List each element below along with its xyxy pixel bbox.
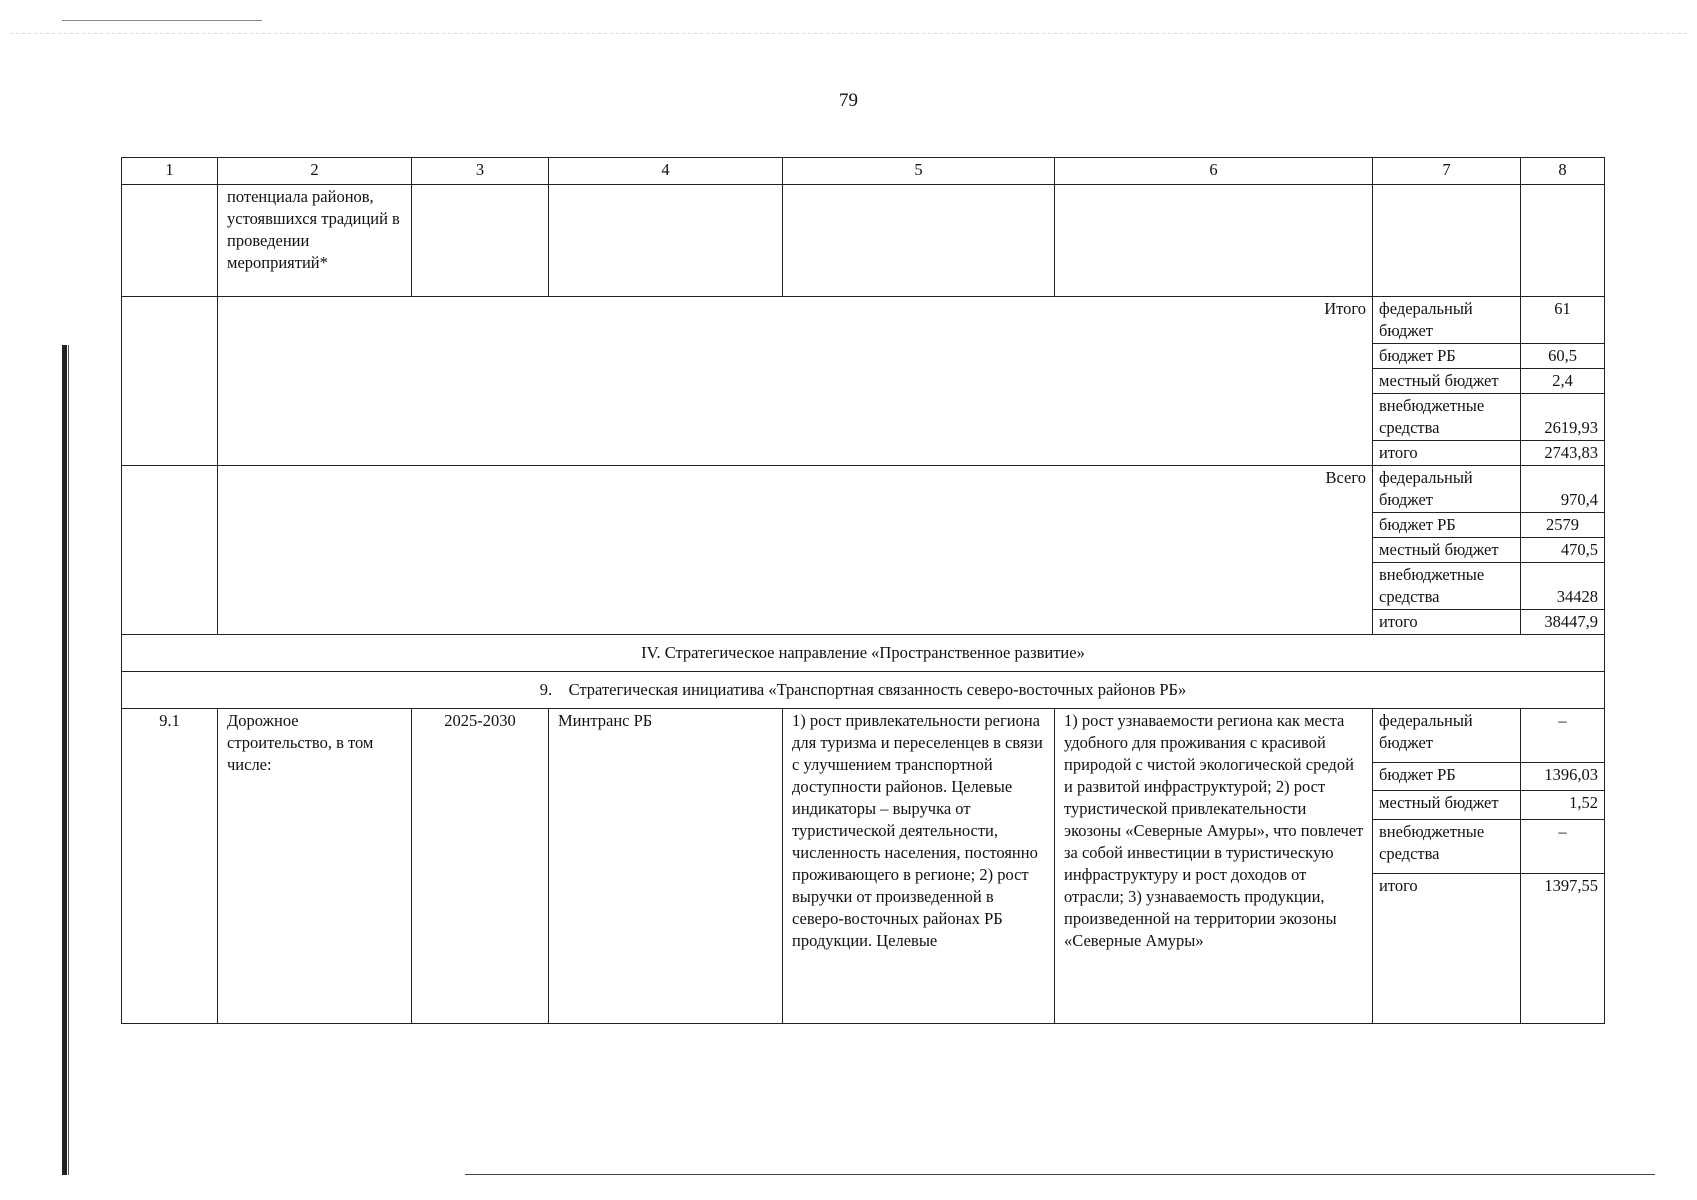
funding-source: итого bbox=[1373, 874, 1521, 1024]
itogo-label: Итого bbox=[218, 297, 1373, 466]
page-number: 79 bbox=[839, 90, 858, 111]
funding-source: бюджет РБ bbox=[1373, 513, 1521, 538]
funding-value: 61 bbox=[1521, 297, 1605, 344]
section-iv-heading: IV. Стратегическое направление «Пространственное развитие» bbox=[122, 635, 1605, 672]
col-header-5: 5 bbox=[783, 158, 1055, 185]
col-header-1: 1 bbox=[122, 158, 218, 185]
funding-value: 1,52 bbox=[1521, 791, 1605, 820]
funding-source: итого bbox=[1373, 441, 1521, 466]
continued-row bbox=[122, 185, 1605, 297]
funding-source: внебюджетные средства bbox=[1373, 820, 1521, 874]
funding-source: бюджет РБ bbox=[1373, 344, 1521, 369]
row-9-1-executor: Минтранс РБ bbox=[549, 709, 783, 1024]
funding-value: – bbox=[1521, 820, 1605, 874]
funding-source: бюджет РБ bbox=[1373, 762, 1521, 791]
funding-value: 970,4 bbox=[1521, 466, 1605, 513]
funding-source: итого bbox=[1373, 610, 1521, 635]
funding-value: – bbox=[1521, 709, 1605, 763]
funding-source: местный бюджет bbox=[1373, 369, 1521, 394]
funding-value: 38447,9 bbox=[1521, 610, 1605, 635]
funding-value: 1397,55 bbox=[1521, 874, 1605, 1024]
scan-artifact-left-line bbox=[68, 345, 69, 1175]
col-header-3: 3 bbox=[412, 158, 549, 185]
program-table bbox=[121, 157, 1605, 1024]
scan-artifact-bottom-line bbox=[465, 1174, 1655, 1175]
col-header-8: 8 bbox=[1521, 158, 1605, 185]
funding-source: местный бюджет bbox=[1373, 791, 1521, 820]
funding-value: 2743,83 bbox=[1521, 441, 1605, 466]
funding-source: федеральный бюджет bbox=[1373, 709, 1521, 763]
col-header-2: 2 bbox=[218, 158, 412, 185]
funding-value: 470,5 bbox=[1521, 538, 1605, 563]
col-header-6: 6 bbox=[1055, 158, 1373, 185]
funding-value: 60,5 bbox=[1521, 344, 1605, 369]
row-9-1-number: 9.1 bbox=[122, 709, 218, 1024]
vsego-row-federal bbox=[122, 466, 1605, 513]
row-9-1-name: Дорожное строительство, в том числе: bbox=[218, 709, 412, 1024]
funding-source: внебюджетные средства bbox=[1373, 563, 1521, 610]
row-9-1-period: 2025-2030 bbox=[412, 709, 549, 1024]
column-number-header bbox=[122, 158, 1605, 185]
scan-artifact-top bbox=[62, 20, 262, 21]
funding-source: федеральный бюджет bbox=[1373, 297, 1521, 344]
row-9-1-effects: 1) рост привлекательности региона для туризма и переселенцев в связи с улучшением транспортной доступности районов. Целевые индикаторы – выручка от туристической деятельности, численность населения, постоянно проживающего в регионе; 2) рост выручки от произведенной в северо-восточных районах РБ продукции. Целевые bbox=[783, 709, 1055, 1024]
col-header-7: 7 bbox=[1373, 158, 1521, 185]
vsego-label: Всего bbox=[218, 466, 1373, 635]
funding-source: местный бюджет bbox=[1373, 538, 1521, 563]
funding-value: 2579 bbox=[1521, 513, 1605, 538]
initiative-9-heading: 9. Стратегическая инициатива «Транспортная связанность северо-восточных районов РБ» bbox=[122, 672, 1605, 709]
col-header-4: 4 bbox=[549, 158, 783, 185]
funding-source: внебюджетные средства bbox=[1373, 394, 1521, 441]
itogo-row-federal bbox=[122, 297, 1605, 344]
continued-measure-text: потенциала районов, устоявшихся традиций в проведении мероприятий* bbox=[218, 185, 412, 297]
funding-value: 2619,93 bbox=[1521, 394, 1605, 441]
scan-artifact-line bbox=[10, 33, 1687, 34]
funding-source: федеральный бюджет bbox=[1373, 466, 1521, 513]
section-heading-row bbox=[122, 635, 1605, 672]
scan-artifact-left-bar bbox=[62, 345, 67, 1175]
row-9-1-federal bbox=[122, 709, 1605, 763]
initiative-heading-row bbox=[122, 672, 1605, 709]
row-9-1-results: 1) рост узнаваемости региона как места удобного для проживания с красивой природой с чистой экологической средой и развитой инфраструктурой; 2) рост туристической привлекательности экозоны «Северные Амуры», что повлечет за собой инвестиции в туристическую инфраструктуру и рост доходов от отрасли; 3) узнаваемость продукции, произведенной на территории экозоны «Северные Амуры» bbox=[1055, 709, 1373, 1024]
funding-value: 34428 bbox=[1521, 563, 1605, 610]
funding-value: 1396,03 bbox=[1521, 762, 1605, 791]
funding-value: 2,4 bbox=[1521, 369, 1605, 394]
